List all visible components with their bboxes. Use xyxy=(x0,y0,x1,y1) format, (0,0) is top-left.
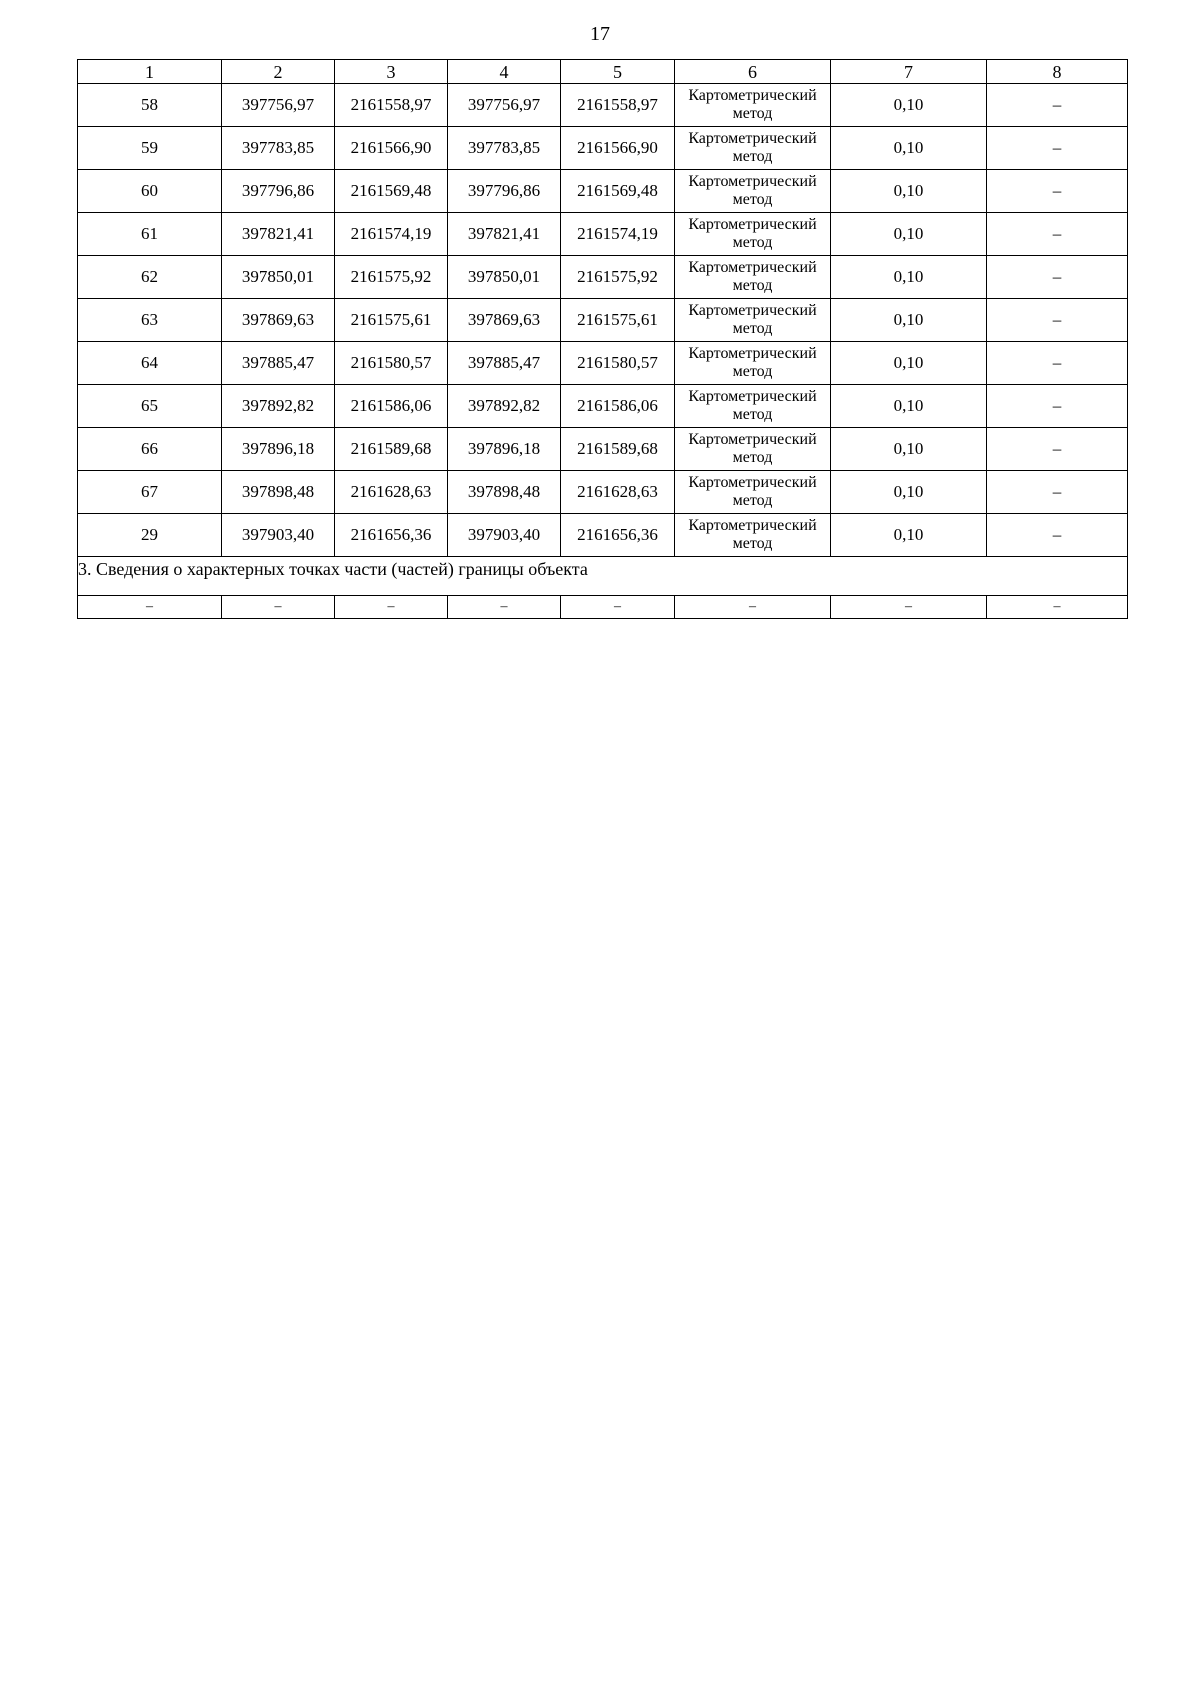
y-coordinate-cell: 2161628,63 xyxy=(335,471,448,514)
note-cell: – xyxy=(987,256,1128,299)
method-cell xyxy=(675,299,831,342)
point-number-cell: 59 xyxy=(78,127,222,170)
point-number-cell: 62 xyxy=(78,256,222,299)
accuracy-cell: 0,10 xyxy=(831,213,987,256)
empty-cell: – xyxy=(675,596,831,619)
table-row xyxy=(78,84,1128,127)
accuracy-cell: 0,10 xyxy=(831,256,987,299)
x-coordinate-cell: 397850,01 xyxy=(448,256,561,299)
table-row xyxy=(78,342,1128,385)
empty-cell: – xyxy=(831,596,987,619)
y-coordinate-cell: 2161575,61 xyxy=(335,299,448,342)
x-coordinate-cell: 397892,82 xyxy=(222,385,335,428)
table-row xyxy=(78,299,1128,342)
empty-data-row xyxy=(78,596,1128,619)
y-coordinate-cell: 2161586,06 xyxy=(561,385,675,428)
method-text: Картометрический xyxy=(688,87,817,104)
point-number-cell: 65 xyxy=(78,385,222,428)
table-row xyxy=(78,514,1128,557)
method-text: Картометрический xyxy=(688,216,817,233)
x-coordinate-cell: 397821,41 xyxy=(222,213,335,256)
method-text: метод xyxy=(732,535,773,552)
header-cell: 5 xyxy=(561,60,675,84)
x-coordinate-cell: 397850,01 xyxy=(222,256,335,299)
method-cell xyxy=(675,127,831,170)
method-text: метод xyxy=(732,363,773,380)
x-coordinate-cell: 397783,85 xyxy=(448,127,561,170)
point-number-cell: 29 xyxy=(78,514,222,557)
note-cell: – xyxy=(987,514,1128,557)
note-cell: – xyxy=(987,299,1128,342)
method-text: Картометрический xyxy=(688,388,817,405)
y-coordinate-cell: 2161656,36 xyxy=(561,514,675,557)
x-coordinate-cell: 397869,63 xyxy=(448,299,561,342)
y-coordinate-cell: 2161575,61 xyxy=(561,299,675,342)
note-cell: – xyxy=(987,471,1128,514)
accuracy-cell: 0,10 xyxy=(831,428,987,471)
y-coordinate-cell: 2161569,48 xyxy=(335,170,448,213)
method-text: Картометрический xyxy=(688,259,817,276)
table-row xyxy=(78,256,1128,299)
point-number-cell: 60 xyxy=(78,170,222,213)
note-cell: – xyxy=(987,385,1128,428)
x-coordinate-cell: 397903,40 xyxy=(448,514,561,557)
y-coordinate-cell: 2161574,19 xyxy=(335,213,448,256)
accuracy-cell: 0,10 xyxy=(831,385,987,428)
header-cell: 2 xyxy=(222,60,335,84)
y-coordinate-cell: 2161589,68 xyxy=(335,428,448,471)
y-coordinate-cell: 2161580,57 xyxy=(561,342,675,385)
method-cell xyxy=(675,84,831,127)
note-cell: – xyxy=(987,170,1128,213)
point-number-cell: 66 xyxy=(78,428,222,471)
x-coordinate-cell: 397898,48 xyxy=(448,471,561,514)
y-coordinate-cell: 2161575,92 xyxy=(335,256,448,299)
method-cell xyxy=(675,170,831,213)
x-coordinate-cell: 397821,41 xyxy=(448,213,561,256)
y-coordinate-cell: 2161558,97 xyxy=(561,84,675,127)
x-coordinate-cell: 397783,85 xyxy=(222,127,335,170)
x-coordinate-cell: 397903,40 xyxy=(222,514,335,557)
method-text: Картометрический xyxy=(688,302,817,319)
header-cell: 6 xyxy=(675,60,831,84)
note-cell: – xyxy=(987,127,1128,170)
method-text: метод xyxy=(732,191,773,208)
point-number-cell: 67 xyxy=(78,471,222,514)
x-coordinate-cell: 397896,18 xyxy=(448,428,561,471)
method-text: метод xyxy=(732,105,773,122)
y-coordinate-cell: 2161558,97 xyxy=(335,84,448,127)
method-text: Картометрический xyxy=(688,517,817,534)
y-coordinate-cell: 2161566,90 xyxy=(561,127,675,170)
method-text: Картометрический xyxy=(688,431,817,448)
y-coordinate-cell: 2161586,06 xyxy=(335,385,448,428)
x-coordinate-cell: 397869,63 xyxy=(222,299,335,342)
point-number-cell: 63 xyxy=(78,299,222,342)
table-row xyxy=(78,127,1128,170)
method-text: метод xyxy=(732,148,773,165)
point-number-cell: 58 xyxy=(78,84,222,127)
table-header-row xyxy=(78,60,1128,84)
x-coordinate-cell: 397756,97 xyxy=(222,84,335,127)
method-text: Картометрический xyxy=(688,474,817,491)
y-coordinate-cell: 2161589,68 xyxy=(561,428,675,471)
method-cell xyxy=(675,385,831,428)
x-coordinate-cell: 397892,82 xyxy=(448,385,561,428)
empty-cell: – xyxy=(448,596,561,619)
empty-cell: – xyxy=(335,596,448,619)
accuracy-cell: 0,10 xyxy=(831,514,987,557)
y-coordinate-cell: 2161575,92 xyxy=(561,256,675,299)
point-number-cell: 64 xyxy=(78,342,222,385)
table-row xyxy=(78,385,1128,428)
x-coordinate-cell: 397796,86 xyxy=(222,170,335,213)
table-row xyxy=(78,471,1128,514)
method-text: Картометрический xyxy=(688,173,817,190)
method-cell xyxy=(675,213,831,256)
method-text: Картометрический xyxy=(688,345,817,362)
x-coordinate-cell: 397756,97 xyxy=(448,84,561,127)
y-coordinate-cell: 2161566,90 xyxy=(335,127,448,170)
method-text: метод xyxy=(732,320,773,337)
method-text: метод xyxy=(732,234,773,251)
method-cell xyxy=(675,428,831,471)
accuracy-cell: 0,10 xyxy=(831,170,987,213)
method-text: Картометрический xyxy=(688,130,817,147)
method-text: метод xyxy=(732,277,773,294)
method-text: метод xyxy=(732,449,773,466)
section-3-title: 3. Сведения о характерных точках части (частей) границы объекта xyxy=(78,557,1128,596)
page-number: 17 xyxy=(590,23,610,45)
method-cell xyxy=(675,342,831,385)
x-coordinate-cell: 397885,47 xyxy=(222,342,335,385)
header-cell: 8 xyxy=(987,60,1128,84)
y-coordinate-cell: 2161656,36 xyxy=(335,514,448,557)
y-coordinate-cell: 2161569,48 xyxy=(561,170,675,213)
method-text: метод xyxy=(732,406,773,423)
x-coordinate-cell: 397898,48 xyxy=(222,471,335,514)
table-row xyxy=(78,428,1128,471)
header-cell: 3 xyxy=(335,60,448,84)
x-coordinate-cell: 397896,18 xyxy=(222,428,335,471)
y-coordinate-cell: 2161574,19 xyxy=(561,213,675,256)
note-cell: – xyxy=(987,213,1128,256)
empty-cell: – xyxy=(561,596,675,619)
accuracy-cell: 0,10 xyxy=(831,299,987,342)
method-text: метод xyxy=(732,492,773,509)
point-number-cell: 61 xyxy=(78,213,222,256)
section-3-row xyxy=(78,557,1128,596)
method-cell xyxy=(675,514,831,557)
empty-cell: – xyxy=(987,596,1128,619)
table-row xyxy=(78,170,1128,213)
accuracy-cell: 0,10 xyxy=(831,471,987,514)
accuracy-cell: 0,10 xyxy=(831,127,987,170)
x-coordinate-cell: 397885,47 xyxy=(448,342,561,385)
empty-cell: – xyxy=(222,596,335,619)
method-cell xyxy=(675,256,831,299)
method-cell xyxy=(675,471,831,514)
empty-cell: – xyxy=(78,596,222,619)
header-cell: 4 xyxy=(448,60,561,84)
x-coordinate-cell: 397796,86 xyxy=(448,170,561,213)
accuracy-cell: 0,10 xyxy=(831,84,987,127)
y-coordinate-cell: 2161628,63 xyxy=(561,471,675,514)
accuracy-cell: 0,10 xyxy=(831,342,987,385)
note-cell: – xyxy=(987,342,1128,385)
header-cell: 7 xyxy=(831,60,987,84)
note-cell: – xyxy=(987,84,1128,127)
table-row xyxy=(78,213,1128,256)
y-coordinate-cell: 2161580,57 xyxy=(335,342,448,385)
boundary-points-table xyxy=(77,59,1128,619)
note-cell: – xyxy=(987,428,1128,471)
header-cell: 1 xyxy=(78,60,222,84)
